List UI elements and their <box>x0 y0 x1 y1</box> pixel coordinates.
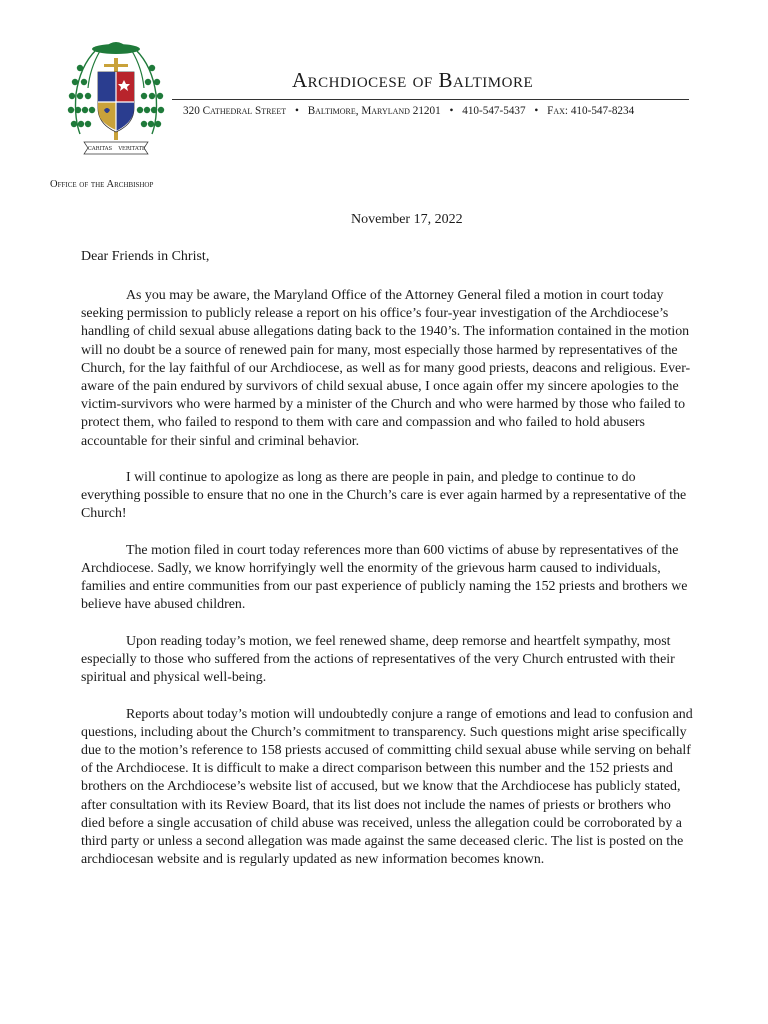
body-paragraph: I will continue to apologize as long as there are people in pain, and pledge to continue to do everything possible to ensure that no one in the Church’s care is ever again harmed by a representative of the Church! <box>81 470 687 522</box>
street-address: 320 Cathedral Street <box>183 105 287 117</box>
body-paragraph: Upon reading today’s motion, we feel renewed shame, deep remorse and heartfelt sympathy, most especially to those who suffered from the actions of representatives of the very Church entrusted with their spiritual and physical well-being. <box>81 633 675 686</box>
letter-date: November 17, 2022 <box>351 212 463 227</box>
letterhead-divider <box>172 99 689 100</box>
fax-number: Fax: 410-547-8234 <box>547 105 635 117</box>
motto-text-right: VERITATE <box>118 146 146 152</box>
body-paragraph: The motion filed in court today references more than 600 victims of abuse by representatives of the Archdiocese. Sadly, we know horrifyingly well the enormity of the grievous harm caused to individuals, families and entire communities from our past experience of publicly naming the 152 priests and brothers we believe have abused children. <box>81 542 688 613</box>
organization-name: Archdiocese of Baltimore <box>292 68 534 92</box>
motto-text-left: CARITAS <box>87 146 113 152</box>
address-separator: • <box>294 105 299 117</box>
office-label: Office of the Archbishop <box>50 179 154 190</box>
address-separator: • <box>534 105 539 117</box>
city-address: Baltimore, Maryland 21201 <box>307 105 441 117</box>
phone-number: 410-547-5437 <box>462 105 526 117</box>
address-separator: • <box>449 105 454 117</box>
body-paragraph: Reports about today’s motion will undoubtedly conjure a range of emotions and lead to confusion and questions, including about the Church’s commitment to transparency. Such questions might arise specifically due to the motion’s reference to 158 priests accused of committing child sexual abuse while serving on behalf of the Archdiocese. It is difficult to make a direct comparison between this number and the 152 priests and brothers on the Archdiocese’s website list of accused, but we know that the Archdiocese has publicly stated, after consultation with its Review Board, that its list does not include the names of priests or brothers who died before a single accusation of child abuse was received, unless the allegation could be corroborated by a third party or unless a second allegation was made against the same deceased cleric. The list is posted on the archdiocesan website and is regularly updated as new information becomes known. <box>81 706 693 868</box>
salutation: Dear Friends in Christ, <box>81 249 210 264</box>
letter-body <box>81 287 693 888</box>
body-paragraph: As you may be aware, the Maryland Office of the Attorney General filed a motion in court today seeking permission to publicly release a report on his office’s four-year investigation of the Archdiocese’s handling of child sexual abuse allegations dating back to the 1940’s. The information contained in the motion will no doubt be a source of renewed pain for many, most especially those harmed by representatives of the Church, for the lay faithful of our Archdiocese, as well as for many good priests, deacons and religious. Ever-aware of the pain endured by survivors of child sexual abuse, I once again offer my sincere apologies to the victim-survivors who were harmed by a minister of the Church and who were harmed by those who failed to protect them, who failed to respond to them with care and compassion and who failed to hold abusers accountable for their sinful and criminal behavior. <box>81 288 691 449</box>
coat-of-arms-logo <box>66 38 166 166</box>
address-line <box>183 105 634 117</box>
